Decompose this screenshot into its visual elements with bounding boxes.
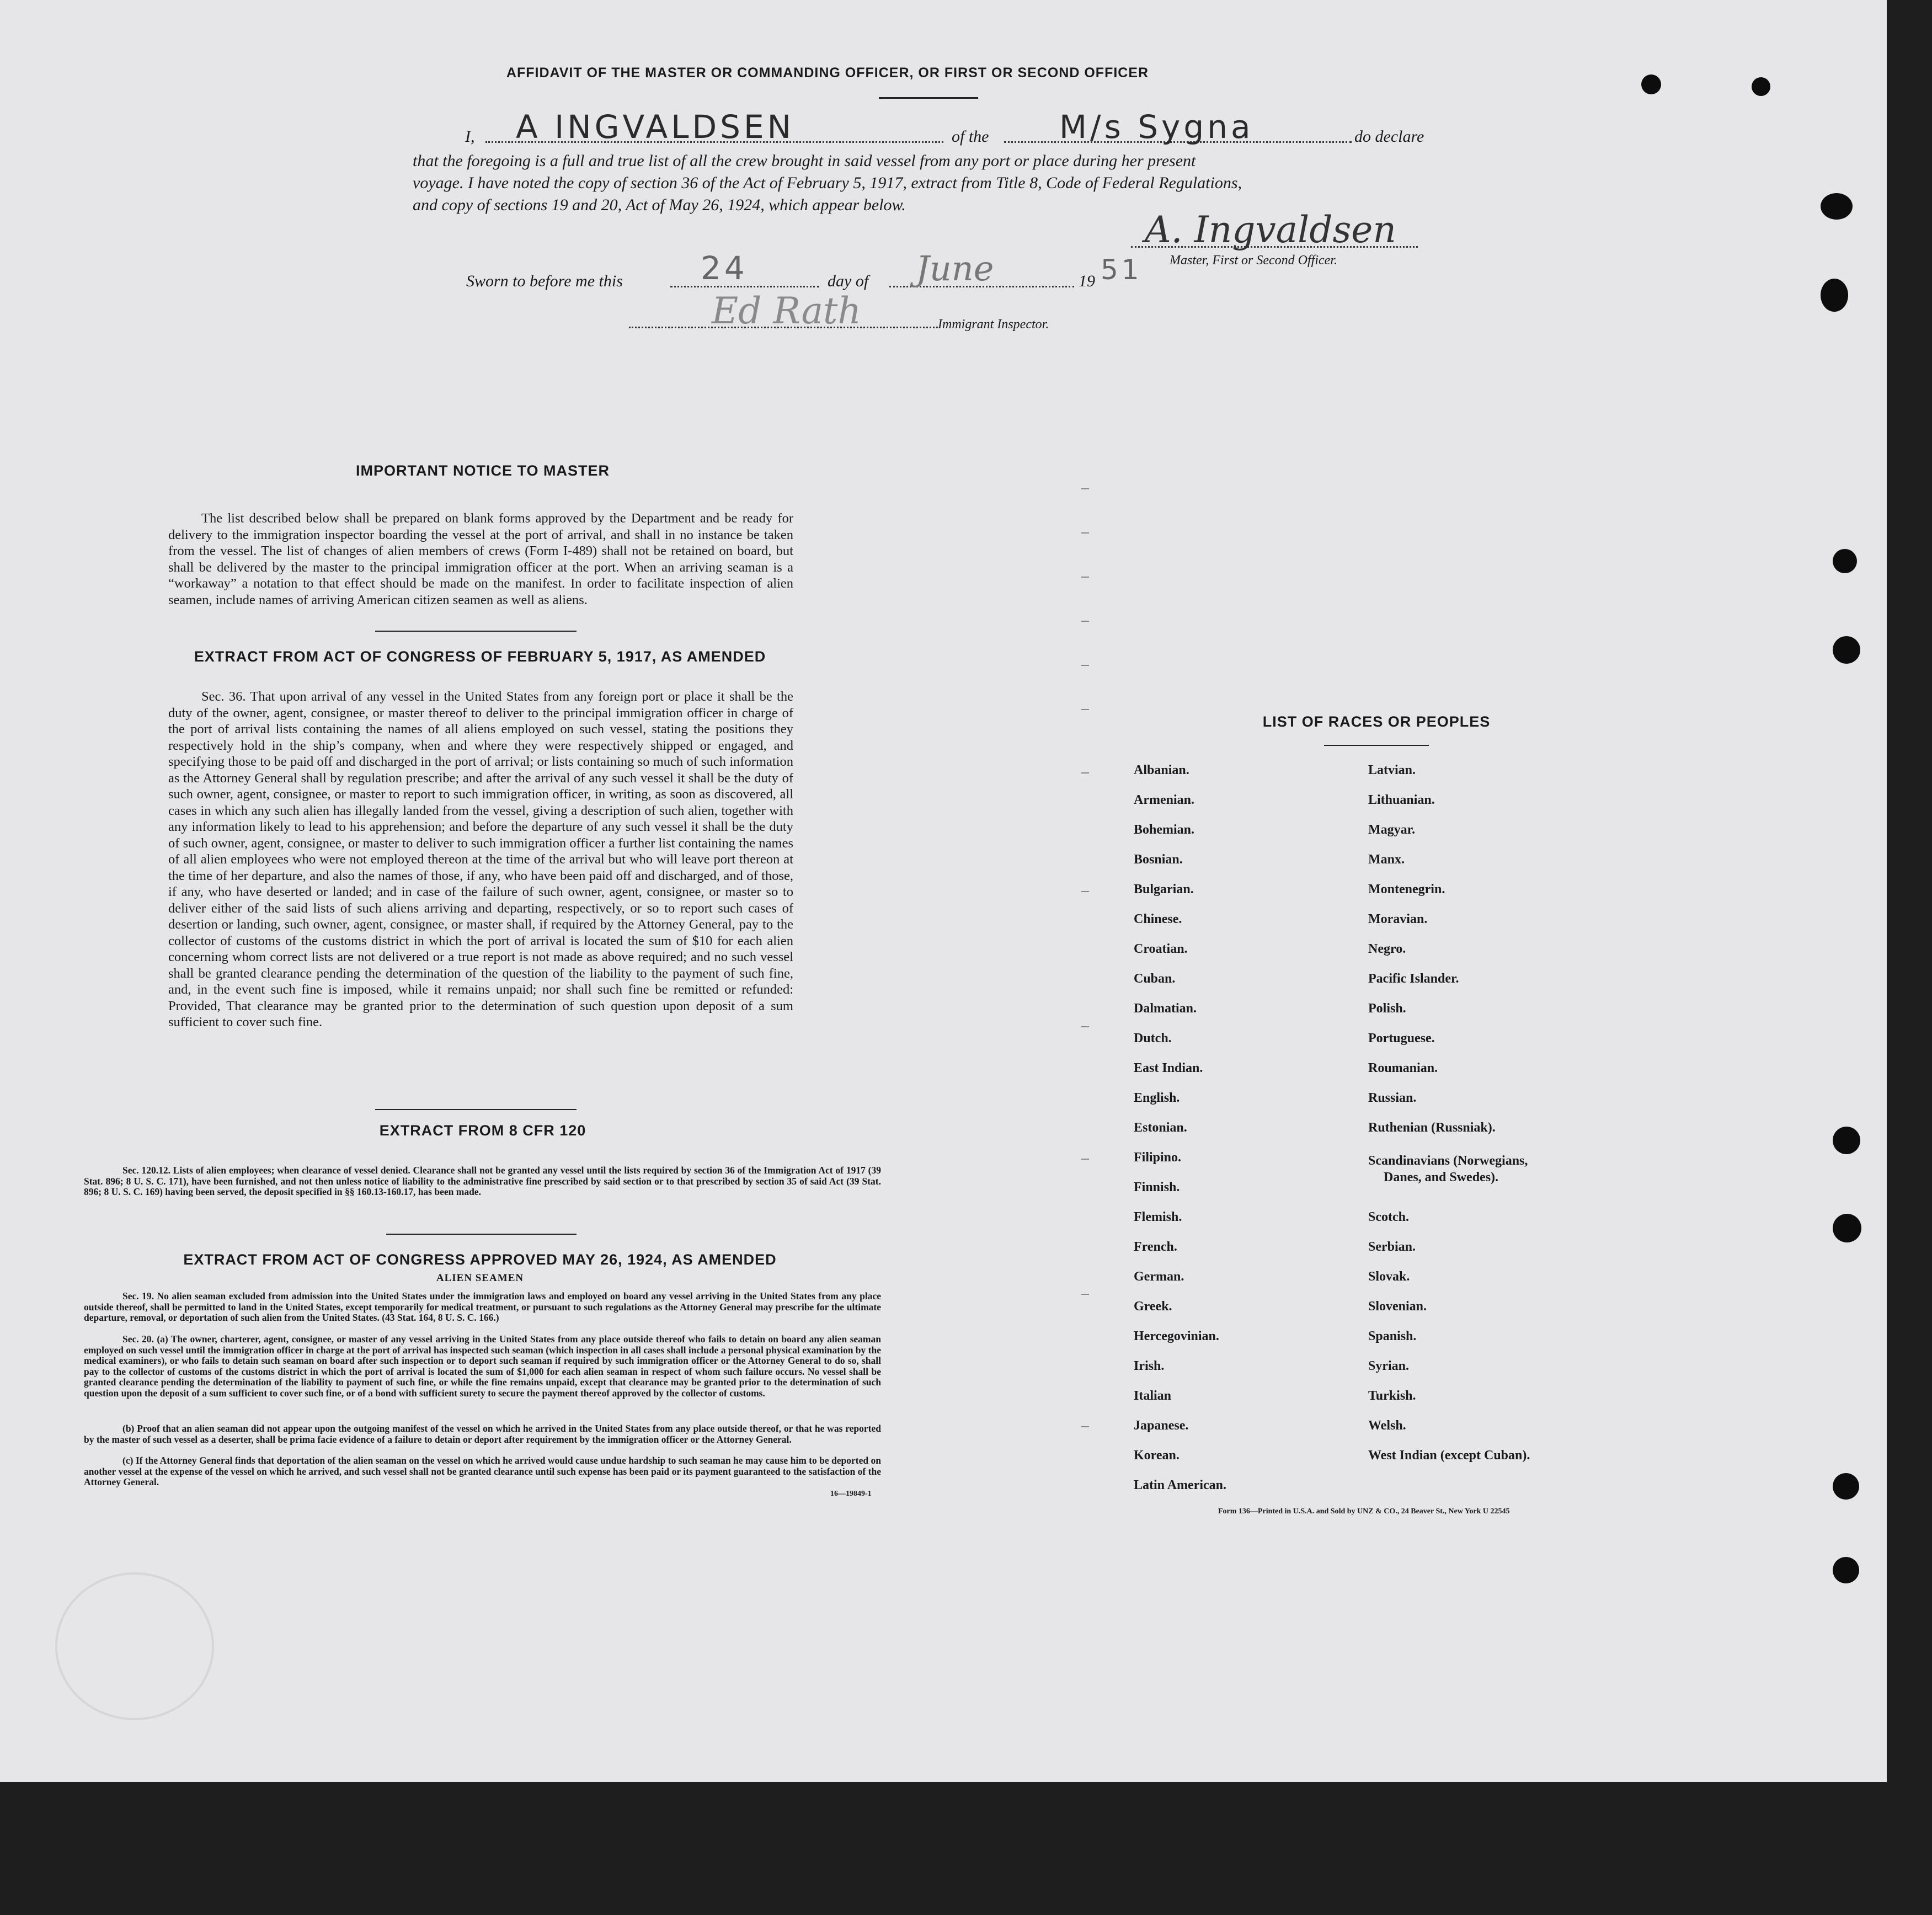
- race-item: Italian: [1134, 1389, 1172, 1403]
- punch-hole: [1821, 193, 1853, 220]
- race-item: Slovak.: [1368, 1269, 1410, 1284]
- race-item: West Indian (except Cuban).: [1368, 1448, 1530, 1463]
- year-prefix: 19: [1079, 272, 1095, 290]
- master-label: Master, First or Second Officer.: [1170, 253, 1337, 268]
- vessel-name-handwritten: M/s Sygna: [1059, 108, 1254, 146]
- sworn-prefix: Sworn to before me this: [466, 272, 623, 290]
- inspector-signature-line: [629, 327, 938, 328]
- punch-hole: [1833, 1557, 1859, 1583]
- race-item: Hercegovinian.: [1134, 1329, 1219, 1343]
- affidavit-title: AFFIDAVIT OF THE MASTER OR COMMANDING OFFICER, OR FIRST OR SECOND OFFICER: [506, 65, 1149, 81]
- race-item: Lithuanian.: [1368, 793, 1435, 807]
- race-item: East Indian.: [1134, 1061, 1203, 1075]
- extract-1924-sec20b: (b) Proof that an alien seaman did not appear upon the outgoing manifest of the vessel on which he arrived in the United States from any place outside thereof, or that he was reported by the master of such vessel as a deserter, shall be prima facie evidence of a failure to detain or deport after requirement by the immigration officer or the Attorney General.: [84, 1423, 881, 1445]
- punch-hole: [1752, 77, 1770, 96]
- race-item: French.: [1134, 1240, 1177, 1254]
- embossed-seal: [55, 1572, 214, 1720]
- race-item: Manx.: [1368, 852, 1405, 867]
- race-item: Greek.: [1134, 1299, 1172, 1314]
- race-item: Albanian.: [1134, 763, 1189, 777]
- do-declare-label: do declare: [1354, 127, 1424, 146]
- race-item: English.: [1134, 1091, 1180, 1105]
- affidavit-line-4: and copy of sections 19 and 20, Act of May 26, 1924, which appear below.: [413, 196, 906, 214]
- inspector-signature: Ed Rath: [712, 290, 861, 332]
- race-item: Pacific Islander.: [1368, 972, 1459, 986]
- punch-hole: [1833, 1214, 1861, 1242]
- race-item: Danes, and Swedes).: [1384, 1170, 1499, 1185]
- notice-text: The list described below shall be prepared on blank forms approved by the Department and be ready for delivery to the immigration inspector boarding the vessel at the port of arrival, and shall in no instance be taken from the vessel. The list of changes of alien members of crews (Form I-489) shall not be retained on board, but shall be delivered by the master to the principal immigration officer at the port. When an arriving seaman is a “workaway” a notation to that effect should be made on the manifest. In order to facilitate inspection of alien seamen, include names of arriving American citizen seamen as well as aliens.: [168, 511, 793, 607]
- race-item: Finnish.: [1134, 1180, 1180, 1194]
- race-item: Bosnian.: [1134, 852, 1183, 867]
- race-item: German.: [1134, 1269, 1184, 1284]
- race-item: Latvian.: [1368, 763, 1416, 777]
- extract-1924-footer-code: 16—19849-1: [830, 1490, 872, 1498]
- extract-1924-sec19: Sec. 19. No alien seaman excluded from admission into the United States under the immigration laws and employed on board any vessel arriving in the United States from any place outside thereof, shall be permitted to land in the United States, except temporarily for medical treatment, or pursuant to such regulations as the Attorney General may prescribe for the ultimate departure, removal, or deportation of such alien from the United States. (43 Stat. 164, 8 U. S. C. 166.): [84, 1290, 881, 1323]
- race-item: Ruthenian (Russniak).: [1368, 1121, 1496, 1135]
- race-item: Bohemian.: [1134, 823, 1195, 837]
- title-divider: [879, 97, 978, 99]
- races-divider: [1324, 745, 1429, 746]
- race-item: Syrian.: [1368, 1359, 1410, 1373]
- race-item: Dalmatian.: [1134, 1001, 1197, 1016]
- race-item: Estonian.: [1134, 1121, 1187, 1135]
- race-item: Armenian.: [1134, 793, 1194, 807]
- master-signature-line: [1131, 246, 1418, 248]
- master-signature: A. Ingvaldsen: [1145, 209, 1396, 251]
- race-item: Polish.: [1368, 1001, 1406, 1016]
- race-item: Chinese.: [1134, 912, 1182, 926]
- extract-cfr-heading: EXTRACT FROM 8 CFR 120: [379, 1122, 586, 1139]
- race-item: Turkish.: [1368, 1389, 1416, 1403]
- extract-1924-subheading: ALIEN SEAMEN: [436, 1272, 524, 1284]
- divider-3: [386, 1234, 577, 1235]
- punch-hole: [1833, 1127, 1860, 1154]
- punch-hole: [1833, 636, 1860, 664]
- punch-hole: [1833, 549, 1857, 573]
- race-item: Cuban.: [1134, 972, 1176, 986]
- race-item: Filipino.: [1134, 1150, 1182, 1165]
- race-item: Slovenian.: [1368, 1299, 1427, 1314]
- notice-heading: IMPORTANT NOTICE TO MASTER: [356, 462, 610, 479]
- form-footer: Form 136—Printed in U.S.A. and Sold by UNZ & CO., 24 Beaver St., New York U 22545: [1218, 1507, 1510, 1516]
- extract-1924-heading: EXTRACT FROM ACT OF CONGRESS APPROVED MAY 26, 1924, AS AMENDED: [183, 1251, 777, 1268]
- races-heading: LIST OF RACES OR PEOPLES: [1262, 713, 1491, 730]
- divider-1: [375, 631, 577, 632]
- race-item: Moravian.: [1368, 912, 1428, 926]
- race-item: Spanish.: [1368, 1329, 1417, 1343]
- race-item: Negro.: [1368, 942, 1406, 956]
- master-name-handwritten: A INGVALDSEN: [516, 108, 795, 146]
- race-item: Scotch.: [1368, 1210, 1409, 1224]
- sworn-month-handwritten: June: [916, 248, 994, 289]
- race-item: Welsh.: [1368, 1418, 1406, 1433]
- race-item: Flemish.: [1134, 1210, 1182, 1224]
- race-item: Serbian.: [1368, 1240, 1416, 1254]
- inspector-label: Immigrant Inspector.: [938, 317, 1049, 332]
- race-item: Russian.: [1368, 1091, 1417, 1105]
- of-the-label: of the: [952, 127, 989, 146]
- race-item: Bulgarian.: [1134, 882, 1194, 897]
- affidavit-line-2: that the foregoing is a full and true list of all the crew brought in said vessel from any port or place during her present: [413, 152, 1196, 170]
- race-item: Croatian.: [1134, 942, 1188, 956]
- extract-1924-sec20c: (c) If the Attorney General finds that deportation of the alien seaman on the vessel on which he arrived would cause undue hardship to such seaman he may cause him to be deported on another vessel at the expense of the vessel on which he arrived, and such vessel shall not be granted clearance until such expense has been paid or its payment guaranteed to the satisfaction of the Attorney General.: [84, 1455, 881, 1487]
- race-item: Magyar.: [1368, 823, 1416, 837]
- race-item: Irish.: [1134, 1359, 1165, 1373]
- extract-1917-text: Sec. 36. That upon arrival of any vessel in the United States from any foreign port or place it shall be the duty of the owner, agent, consignee, or master thereof to deliver to the principal immigration officer in charge of the port of arrival lists containing the names of all aliens employed on such vessel, stating the positions they respectively hold in the ship’s company, when and where they were respectively shipped or engaged, and specifying those to be paid off and discharged in the port of arrival; or lists containing so much of such information as the Attorney General shall by regulation prescribe; and after the arrival of any such vessel it shall be the duty of such owner, agent, consignee, or master to report to such immigration officer, in writing, as soon as discovered, all cases in which any such alien has illegally landed from the vessel, giving a description of such alien, together with any information likely to lead to his apprehension; and before the departure of any such vessel it shall be the duty of such owner, agent, consignee, or master to deliver to such immigration officer a further list containing the names of all alien employees who were not employed thereon at the time of the arrival but who will leave port thereon at the time of her departure, and also the names of those, if any, who have been paid off and discharged, and of those, if any, who have deserted or landed; and in case of the failure of such owner, agent, consignee, or master so to deliver either of the said lists of such aliens arriving and departing, respectively, or so to report such cases of desertion or landing, such owner, agent, consignee, or master shall, if required by the Attorney General, pay to the collector of customs of the customs district in which the port of arrival is located the sum of $10 for each alien concerning whom correct lists are not delivered or a true report is not made as above required; and no such vessel shall be granted clearance pending the determination of the question of the liability to the payment of such fine, and, in the event such fine is imposed, while it remains unpaid; nor shall such fine be remitted or refunded: Provided, That clearance may be granted prior to the determination of such question upon deposit of a sum sufficient to cover such fine.: [168, 689, 793, 1029]
- sworn-day-handwritten: 24: [701, 249, 748, 287]
- affidavit-prefix: I,: [465, 127, 475, 146]
- divider-2: [375, 1109, 577, 1110]
- race-item: Portuguese.: [1368, 1031, 1435, 1045]
- race-item: Scandinavians (Norwegians,: [1368, 1154, 1528, 1168]
- race-item: Japanese.: [1134, 1418, 1189, 1433]
- race-item: Latin American.: [1134, 1478, 1226, 1492]
- year-handwritten: 51: [1101, 254, 1143, 286]
- punch-hole: [1641, 74, 1661, 94]
- race-item: Dutch.: [1134, 1031, 1172, 1045]
- punch-hole: [1821, 279, 1848, 312]
- extract-cfr-text: Sec. 120.12. Lists of alien employees; when clearance of vessel denied. Clearance shall not be granted any vessel until the lists required by section 36 of the Immigration Act of 1917 (39 Stat. 896; 8 U. S. C. 171), have been furnished, and not then unless notice of liability to the administrative fine prescribed by said section or to that prescribed by section 35 of said Act (39 Stat. 896; 8 U. S. C. 169) having been served, the deposit specified in §§ 160.13-160.17, has been made.: [84, 1165, 881, 1197]
- extract-1924-sec20a: Sec. 20. (a) The owner, charterer, agent, consignee, or master of any vessel arriving in the United States from any place outside thereof who fails to detain on board any alien seaman employed on such vessel until the immigration officer in charge at the port of arrival has inspected such seaman (which inspection in all cases shall include a personal physical examination by the medical examiners), or who fails to detain such seaman on board after such inspection or to deport such seaman if required by such immigration officer or the Attorney General to do so, shall pay to the collector of customs of the customs district in which the port of arrival is located the sum of $1,000 for each alien seaman in respect of whom such failure occurs. No vessel shall be granted clearance pending the determination of the liability to payment of such fine, or while the fine remains unpaid, except that clearance may be granted prior to the determination of such question upon the deposit of a sum sufficient to cover such fine, or of a bond with sufficient surety to secure the payment thereof approved by the collector of customs.: [84, 1333, 881, 1399]
- affidavit-line-3: voyage. I have noted the copy of section 36 of the Act of February 5, 1917, extract from Title 8, Code of Federal Regulations,: [413, 174, 1242, 192]
- extract-1917-heading: EXTRACT FROM ACT OF CONGRESS OF FEBRUARY 5, 1917, AS AMENDED: [194, 648, 766, 665]
- race-item: Korean.: [1134, 1448, 1180, 1463]
- race-item: Montenegrin.: [1368, 882, 1445, 897]
- punch-hole: [1833, 1473, 1859, 1500]
- race-item: Roumanian.: [1368, 1061, 1438, 1075]
- day-of-label: day of: [828, 272, 869, 290]
